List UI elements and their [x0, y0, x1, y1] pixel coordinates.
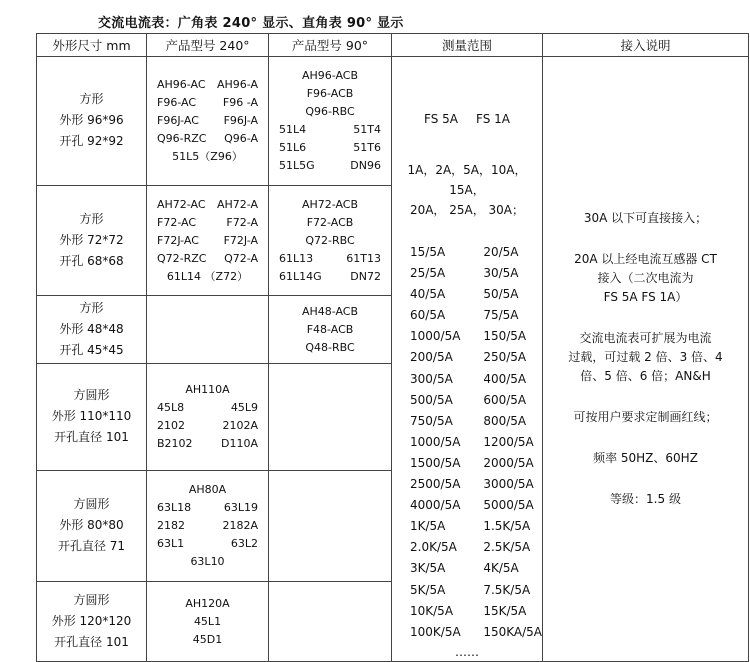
model-240-cell	[147, 581, 269, 661]
note-ct-2: 接入（二次电流为	[597, 270, 694, 285]
model-number: F72-ACB	[306, 215, 354, 229]
range-value: 400/5A	[483, 371, 527, 386]
model-number: 2102	[157, 419, 185, 433]
note-custom: 可按用户要求定制画红线；	[573, 409, 718, 424]
header-model-90: 产品型号 90°	[269, 34, 392, 57]
model-number: Q72-A	[224, 251, 258, 265]
model-number: 45L8	[157, 401, 185, 415]
model-number: AH72-ACB	[301, 197, 359, 211]
model-list	[147, 193, 268, 288]
size-line: 方形	[79, 300, 104, 315]
range-value: 60/5A	[410, 308, 446, 323]
range-value: 150KA/5A	[483, 624, 542, 639]
model-number: 51L6	[279, 141, 307, 155]
model-number: F96 -A	[222, 96, 258, 110]
model-number: 51T6	[353, 141, 381, 155]
range-ellipsis: ……	[455, 644, 479, 659]
size-cell	[37, 471, 147, 582]
model-number: F48-ACB	[306, 322, 354, 336]
model-number: 61T13	[346, 251, 381, 265]
model-number: F96J-A	[223, 114, 258, 128]
range-value: 4000/5A	[410, 498, 461, 513]
size-cell	[37, 363, 147, 470]
model-number: F72-AC	[157, 215, 197, 229]
size-line: 外形 120*120	[51, 613, 132, 628]
range-value: 25/5A	[410, 266, 446, 281]
size-line: 外形 96*96	[59, 113, 124, 128]
range-value: 500/5A	[410, 392, 453, 407]
model-number: Q72-RBC	[305, 233, 355, 247]
size-cell	[37, 581, 147, 661]
size-line: 方形	[79, 211, 104, 226]
range-value: 1500/5A	[410, 455, 461, 470]
range-cell	[392, 57, 543, 662]
model-number: AH96-AC	[157, 78, 206, 92]
model-number: F96-ACB	[306, 87, 354, 101]
note-overload-1: 交流电流表可扩展为电流	[579, 330, 712, 345]
model-number: DN96	[350, 159, 381, 173]
model-list	[269, 64, 391, 177]
model-number: 61L14 （Z72）	[166, 269, 249, 283]
model-number: F96J-AC	[157, 114, 199, 128]
header-size: 外形尺寸 mm	[37, 34, 147, 57]
model-number: Q96-RZC	[157, 132, 207, 146]
model-number: 51L5G	[279, 159, 315, 173]
model-number: DN72	[350, 269, 381, 283]
model-list	[147, 592, 268, 651]
model-number: Q96-A	[224, 132, 258, 146]
range-value: 200/5A	[410, 350, 453, 365]
size-line: 外形 80*80	[59, 518, 124, 533]
model-90-cell	[269, 581, 392, 661]
size-cell	[37, 57, 147, 186]
model-90-cell	[269, 363, 392, 470]
note-direct: 30A 以下可直接接入；	[583, 210, 708, 225]
model-list	[147, 478, 268, 573]
model-number: 61L13	[279, 251, 314, 265]
range-value: 300/5A	[410, 371, 453, 386]
model-number: 2102A	[222, 419, 258, 433]
range-value: 1000/5A	[410, 329, 461, 344]
size-line: 方形	[79, 92, 104, 107]
range-value: 15/5A	[410, 245, 446, 259]
range-value: 1200/5A	[483, 434, 534, 449]
range-value: 75/5A	[483, 308, 519, 323]
note-overload-3: 倍、5 倍、6 倍；AN&H	[580, 368, 711, 383]
header-model-240: 产品型号 240°	[147, 34, 269, 57]
range-value: 15K/5A	[483, 603, 527, 618]
size-line: 方圆形	[73, 592, 110, 607]
model-number: 63L19	[223, 501, 258, 515]
model-number: 45D1	[192, 632, 223, 646]
note-grade: 等级：1.5 级	[610, 491, 681, 506]
model-90-cell	[269, 296, 392, 363]
size-line: 开孔 45*45	[59, 342, 124, 357]
header-range: 测量范围	[392, 34, 543, 57]
model-number: 2182A	[222, 519, 258, 533]
spec-table	[36, 33, 749, 662]
model-number: 63L18	[157, 501, 192, 515]
size-cell	[37, 185, 147, 296]
model-list	[269, 300, 391, 359]
model-number: 45L9	[230, 401, 258, 415]
size-line: 开孔直径 101	[54, 634, 129, 649]
model-number: AH96-A	[216, 78, 258, 92]
table-header-row	[37, 34, 749, 57]
range-value: 1K/5A	[410, 519, 446, 534]
range-value: 250/5A	[483, 350, 527, 365]
range-value: 750/5A	[410, 413, 453, 428]
model-list	[269, 193, 391, 288]
model-number: F72-A	[226, 215, 258, 229]
range-value: 600/5A	[483, 392, 527, 407]
model-90-cell	[269, 57, 392, 186]
range-value: 2.5K/5A	[483, 540, 531, 555]
range-pairs	[392, 242, 542, 643]
range-value: 1000/5A	[410, 434, 461, 449]
size-cell	[37, 296, 147, 363]
range-value: 30/5A	[483, 266, 519, 281]
range-value: 50/5A	[483, 287, 519, 302]
size-line: 开孔 92*92	[59, 134, 124, 149]
note-ct-1: 20A 以上经电流互感器 CT	[574, 251, 717, 266]
size-line: 方圆形	[73, 497, 110, 512]
model-number: F72J-AC	[157, 233, 199, 247]
range-value: 2500/5A	[410, 477, 461, 492]
range-value: 3K/5A	[410, 561, 446, 576]
size-line: 外形 48*48	[59, 321, 124, 336]
range-value: 7.5K/5A	[483, 582, 531, 597]
range-value: 800/5A	[483, 413, 527, 428]
model-list	[147, 73, 268, 168]
range-value: 10K/5A	[410, 603, 454, 618]
model-number: AH72-A	[216, 197, 258, 211]
note-frequency: 频率 50HZ、60HZ	[593, 450, 698, 465]
range-direct-values: 1A，2A，5A，10A，15A， 20A， 25A， 30A；	[407, 163, 527, 217]
range-value: 2.0K/5A	[410, 540, 457, 555]
range-value: 40/5A	[410, 287, 446, 302]
model-240-cell	[147, 57, 269, 186]
range-value: 20/5A	[483, 245, 519, 259]
model-240-cell	[147, 296, 269, 363]
range-value: 2000/5A	[483, 455, 534, 470]
model-number: AH48-ACB	[301, 304, 359, 318]
range-value: 4K/5A	[483, 561, 519, 576]
range-fs-line: FS 5A FS 1A	[424, 112, 510, 126]
size-line: 方圆形	[73, 388, 110, 403]
notes-cell	[543, 57, 749, 662]
model-number: F96-AC	[157, 96, 197, 110]
model-list	[147, 378, 268, 455]
model-number: AH96-ACB	[301, 69, 359, 83]
range-value: 1.5K/5A	[483, 519, 531, 534]
size-line: 开孔直径 71	[57, 539, 126, 554]
note-overload-2: 过载，可过载 2 倍、3 倍、4	[568, 349, 723, 364]
size-line: 外形 72*72	[59, 232, 124, 247]
model-number: 63L1	[157, 537, 185, 551]
model-number: B2102	[157, 437, 193, 451]
model-number: AH72-AC	[157, 197, 206, 211]
model-number: AH80A	[188, 483, 227, 497]
size-line: 开孔直径 101	[54, 430, 129, 445]
note-ct-3: FS 5A FS 1A）	[603, 289, 688, 304]
range-value: 5000/5A	[483, 498, 534, 513]
size-line: 外形 110*110	[51, 409, 132, 424]
model-number: 63L10	[190, 555, 225, 569]
model-number: Q96-RBC	[305, 105, 355, 119]
table-row	[37, 57, 749, 186]
size-line: 开孔 68*68	[59, 253, 124, 268]
model-number: AH110A	[185, 383, 230, 397]
model-number: 61L14G	[279, 269, 322, 283]
range-value: 3000/5A	[483, 477, 534, 492]
range-value: 100K/5A	[410, 624, 461, 639]
range-value: 5K/5A	[410, 582, 446, 597]
range-value: 150/5A	[483, 329, 527, 344]
model-number: F72J-A	[223, 233, 258, 247]
model-240-cell	[147, 363, 269, 470]
model-number: 51T4	[353, 123, 381, 137]
model-240-cell	[147, 471, 269, 582]
model-90-cell	[269, 471, 392, 582]
model-number: Q72-RZC	[157, 251, 207, 265]
model-number: D110A	[221, 437, 258, 451]
model-number: 63L2	[230, 537, 258, 551]
model-90-cell	[269, 185, 392, 296]
model-number: 51L5（Z96）	[172, 150, 243, 164]
model-number: 51L4	[279, 123, 307, 137]
model-number: Q48-RBC	[305, 340, 355, 354]
header-notes: 接入说明	[543, 34, 749, 57]
model-number: 45L1	[193, 614, 222, 628]
page-title: 交流电流表：广角表 240° 显示、直角表 90° 显示	[98, 16, 404, 31]
model-number: AH120A	[185, 596, 230, 610]
model-240-cell	[147, 185, 269, 296]
model-number: 2182	[157, 519, 185, 533]
